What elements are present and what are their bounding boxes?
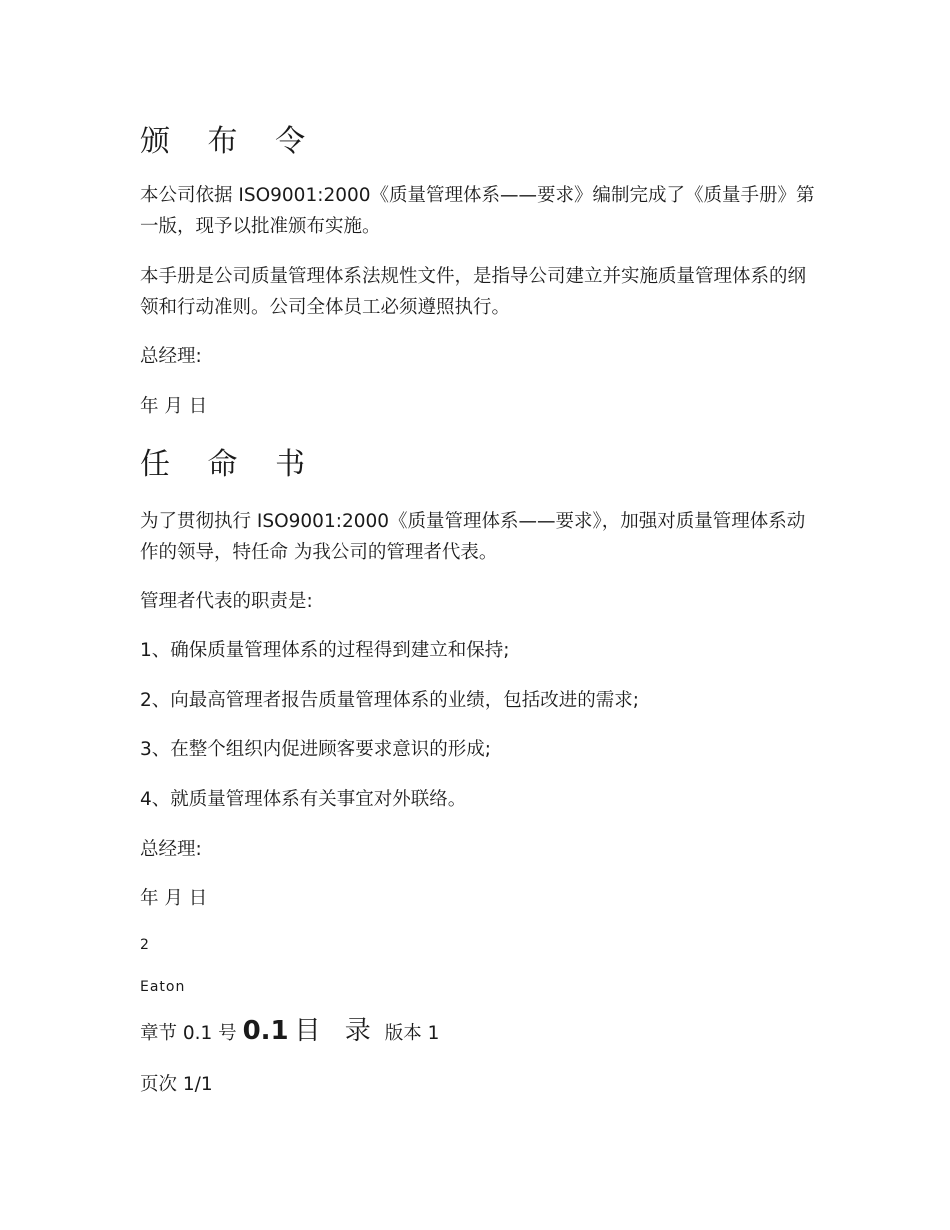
company-name: Eaton: [140, 979, 186, 995]
appointment-date: 年 月 日: [140, 888, 208, 909]
duty-item: 3、在整个组织内促进顾客要求意识的形成;: [140, 739, 492, 760]
duty-item: 1、确保质量管理体系的过程得到建立和保持;: [140, 640, 510, 661]
promulgation-paragraph-1: 本公司依据 ISO9001:2000《质量管理体系——要求》编制完成了《质量手册》第一版，现予以批准颁布实施。: [140, 185, 815, 237]
promulgation-signer: 总经理:: [140, 346, 202, 367]
toc-header-line: [140, 1013, 439, 1052]
duty-item: 2、向最高管理者报告质量管理体系的业绩，包括改进的需求;: [140, 690, 640, 711]
section-number: 0.1: [242, 1016, 289, 1046]
promulgation-date: 年 月 日: [140, 396, 208, 417]
duty-item: 4、就质量管理体系有关事宜对外联络。: [140, 789, 467, 810]
duties-heading: 管理者代表的职责是:: [140, 591, 313, 612]
appointment-paragraph-1: 为了贯彻执行 ISO9001:2000《质量管理体系——要求》，加强对质量管理体系动作的领导，特任命 为我公司的管理者代表。: [140, 511, 806, 563]
promulgation-title: 颁 布 令: [140, 124, 320, 159]
page-number: 2: [140, 937, 149, 953]
appointment-signer: 总经理:: [140, 839, 202, 860]
promulgation-paragraph-2: 本手册是公司质量管理体系法规性文件，是指导公司建立并实施质量管理体系的纲领和行动准则。公司全体员工必须遵照执行。: [140, 266, 807, 318]
section-label: 章节 0.1 号: [140, 1023, 237, 1044]
appointment-title: 任 命 书: [140, 447, 320, 482]
toc-title: 目 录: [294, 1016, 379, 1046]
page-info: 页次 1/1: [140, 1074, 213, 1095]
version-label: 版本 1: [384, 1023, 440, 1044]
